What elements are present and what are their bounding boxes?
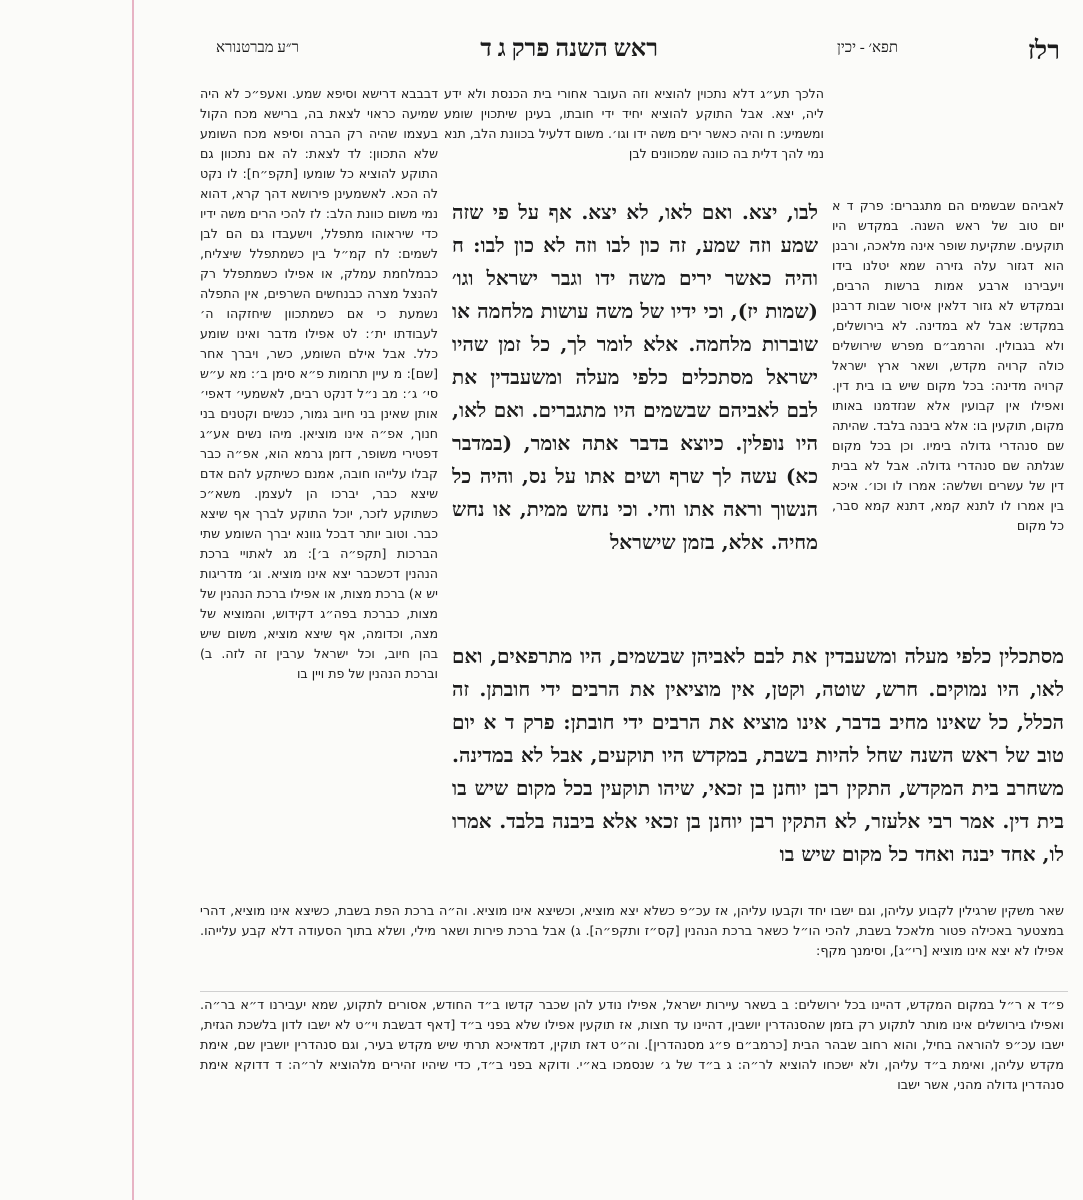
commentator-name: ר״ע מברטנורא (216, 40, 299, 56)
mishnah-middle-column (452, 196, 818, 636)
commentary-top-block (444, 84, 824, 188)
document-page (200, 36, 1068, 1156)
page-margin-line (132, 0, 134, 1200)
section-divider (200, 991, 1068, 992)
mishnah-wide-block (452, 640, 1064, 902)
bottom-commentary-2-text: פ״ד א ר״ל במקום המקדש, דהיינו בכל ירושלים: ב בשאר עיירות ישראל, אפילו נודע להן שכבר קדשו ב״ד החודש, אסורים לתקוע, שמא יעבירנו ד״א בר״ה. ואפילו בירושלים אינו מותר לתקוע רק בזמן שהסנהדרין יושבין, דהיינו עד חצות, אז תוקעין אפילו שלא בפני ב״ד [דאף דבשבת וי״ט לא ישבו לדון בלשכת הגזית, ישבו עכ״פ להוראה בחיל, והוא רחוב שבהר הבית [כרמב״ם פ״ג מסנהדרין]. וה״ט דאז תוקין, דמדאיכא תרתי שיש מקדש בעיר, וגם סנהדרין יושבין שם, אימת מקדש עליהן, ואימת ב״ד עליהן, ולא ישכחו להוציא לר״ה: ג ב״ד של ג׳ שנסמכו בא״י. ודוקא בפני ב״ד, כדי שיהיו זהירים מלהוציא לר״ה: ד דדוקא אימת סנהדרין גדולה מהני, אשר ישבו (200, 998, 1064, 1093)
commentary-left-text: דבבבא דרישא וסיפא שמע. ואעפ״כ לא היה שמיעה כראוי לצאת בה, ברישא מכח הקול בעצמו שהיה רק הברה וסיפא מכח השומע שלא התכוון: לד לצאת: לה אם נתכוון גם התוקע להוציא כל שומעו [תקפ״ח]: לו נקט לה הכא. לאשמעינן פירושא דהך קרא, דהוא נמי משום כוונת הלב: לז להכי הרים משה ידיו כדי שיראוהו מתפלל, וישעבדו גם הם לבן לשמים: לח קמ״ל בין כשמתפלל שיצליח, כבמלחמת עמלק, או אפילו כשמתפלל רק להנצל מצרה כבנחשים השרפים, אין התפלה נשמעת כי אם כשמתכוון שיחזקהו ה׳ לעבודתו ית׳: לט אפילו מדבר ואינו שומע כלל. אבל אילם השומע, כשר, ויברך אחר [שם]: מ עיין תרומות פ״א סימן ב׳: מא ע״ש סי׳ ג׳: מב נ״ל דנקט רבים, לאשמעי׳ דאפי׳ אותן שאינן בני חיוב גמור, כנשים וקטנים בני חנוך, אפ״ה אינו מוציאן. מיהו נשים אע״ג דפטירי משופר, דזמן גרמא הוא, אפ״ה כבר קבלו עלייהו חובה, אמנם כשיתקע להם אדם שיצא כבר, יברכו הן לעצמן. משא״כ כשתוקע לזכר, יוכל התוקע לברך אף שיצא כבר. וטוב יותר דבכל גוונא יברך השומע שתי הברכות [תקפ״ה ב׳]: מג לאתויי ברכת הנהנין דכשכבר יצא אינו מוציא. וג׳ מדריגות יש א) ברכת מצות, או אפילו ברכת הנהנין של מצות, כברכת בפה״ג דקידוש, והמוציא של מצה, וכדומה, אף שיצא מוציא, משום שיש בהן חיוב, וכל ישראל ערבין זה לזה. ב) וברכת הנהנין של פת ויין בו (200, 86, 438, 681)
commentary-right-text: לאביהם שבשמים הם מתגברים: פרק ד א יום טוב של ראש השנה. במקדש היו תוקעים. שתקיעת שופר אינה מלאכה, ורבנן הוא דגזור עלה גזירה שמא יטלנו בידו ויעבירנו ארבע אמות ברשות הרבים, ובמקדש לא גזור דלאין איסור שבות דרבנן במקדש: אבל לא במדינה. לא בירושלים, ולא בגבולין. והרמב״ם מפרש שירושלים כולה קרויה מקדש, ושאר ארץ ישראל קרויה מדינה: בכל מקום שיש בו בית דין. ואפילו אין קבועין אלא שנזדמנו באותו מקום, תוקעין בו: אלא ביבנה בלבד. שהיתה שם סנהדרי גדולה בימיו. וכן בכל מקום שגלתה שם סנהדרי גדולה. אבל לא בבית דין של עשרים ושלשה: אמרו לו וכו׳. איכא בין אמרו לו לתנא קמא, דתנא קמא סבר, כל מקום (832, 198, 1064, 533)
bottom-commentary-block-1 (200, 902, 1064, 988)
commentary-reference: תפא׳ - יכין (837, 40, 898, 56)
page-title: ראש השנה פרק ג ד (480, 36, 658, 62)
page-number: רלז (1027, 36, 1060, 65)
mishnah-middle-text: לבו, יצא. ואם לאו, לא יצא. אף על פי שזה שמע וזה שמע, זה כון לבו וזה לא כון לבו: ח והיה כאשר ירים משה ידו וגבר ישראל וגו׳ (שמות יז), וכי ידיו של משה עושות מלחמה או שוברות מלחמה. אלא לומר לך, כל זמן שהיו ישראל מסתכלים כלפי מעלה ומשעבדין את לבם לאביהם שבשמים היו מתגברים. ואם לאו, היו נופלין. כיוצא בדבר אתה אומר, (במדבר כא) עשה לך שרף ושים אתו על נס, והיה כל הנשוך וראה אתו וחי. וכי נחש ממית, או נחש מחיה. אלא, בזמן שישראל (452, 200, 818, 554)
commentary-left-column (200, 84, 438, 899)
page-header (200, 36, 1068, 72)
bottom-commentary-block-2 (200, 996, 1064, 1136)
mishnah-wide-text: מסתכלין כלפי מעלה ומשעבדין את לבם לאביהן שבשמים, היו מתרפאים, ואם לאו, היו נמוקים. חרש, שוטה, וקטן, אין מוציאין את הרבים ידי חובתן. זה הכלל, כל שאינו מחיב בדבר, אינו מוציא את הרבים ידי חובתן: פרק ד א יום טוב של ראש השנה שחל להיות בשבת, במקדש היו תוקעים, אבל לא במדינה. משחרב בית המקדש, התקין רבן יוחנן בן זכאי, שיהו תוקעין בכל מקום שיש בו בית דין. אמר רבי אלעזר, לא התקין רבן יוחנן בן זכאי אלא ביבנה בלבד. אמרו לו, אחד יבנה ואחד כל מקום שיש בו (452, 644, 1064, 866)
commentary-top-text: הלכך תע״ג דלא נתכוין להוציא וזה העובר אחורי בית הכנסת ולא ידע ליה, יצא. אבל התוקע להוציא יחיד ידי חובתו, בעינן שיתכוין שומע ומשמיע: ח והיה כאשר ירים משה ידו וגו׳. משום דלעיל בכוונת הלב, תנא נמי להך דלית בה כוונה שמכוונים לבן (444, 86, 824, 161)
bottom-commentary-1-text: שאר משקין שרגילין לקבוע עליהן, וגם ישבו יחד וקבעו עליהן, אז עכ״פ כשלא יצא מוציא, וכשיצא אינו מוציא. וה״ה ברכת הפת בשבת, כשיצא אינו מוציא, דהרי במצטער באכילה פטור מלאכל בשבת, להכי הו״ל כשאר ברכת הנהנין [קס״ז ותקפ״ה]. ג) אבל ברכת פירות ושאר מילי, ושלא בתוך הסעודה דלא קבע עלייהו. אפילו לא יצא אינו מוציא [רי״ג], וסימנך מקף: (200, 904, 1064, 959)
